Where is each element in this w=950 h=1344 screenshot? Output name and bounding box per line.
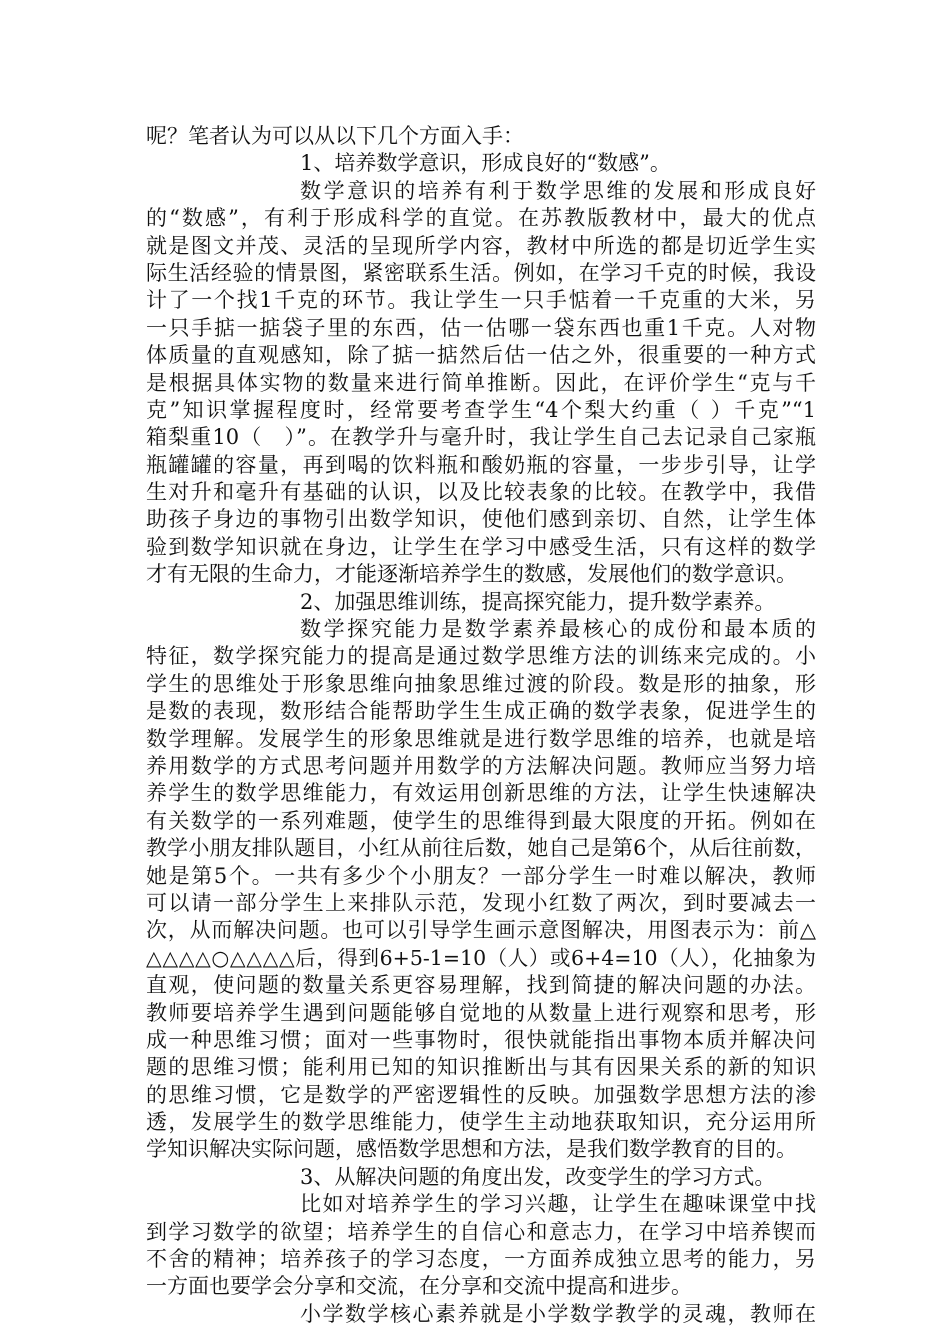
paragraph-line: 特征，数学探究能力的提高是通过数学思维方法的训练来完成的。小: [146, 644, 816, 669]
section-heading: 1、培养数学意识，形成良好的“数感”。: [300, 151, 671, 176]
paragraph-line: 助孩子身边的事物引出数学知识，使他们感到亲切、自然，让学生体: [146, 507, 816, 532]
paragraph-last-line: 学知识解决实际问题，感悟数学思想和方法，是我们数学教育的目的。: [146, 1137, 797, 1162]
paragraph-line: 是数的表现，数形结合能帮助学生生成正确的数学表象，促进学生的: [146, 699, 816, 724]
paragraph-line: 际生活经验的情景图，紧密联系生活。例如，在学习千克的时候，我设: [146, 260, 816, 285]
section-heading: 3、从解决问题的角度出发，改变学生的学习方式。: [300, 1164, 776, 1189]
paragraph-line: 不舍的精神；培养孩子的学习态度，一方面养成独立思考的能力，另: [146, 1247, 816, 1272]
paragraph-last-line: 呢？笔者认为可以从以下几个方面入手：: [146, 124, 524, 148]
paragraph-line: 直观，使问题的数量关系更容易理解，找到简捷的解决问题的办法。: [146, 973, 816, 998]
paragraph-line: 学生的思维处于形象思维向抽象思维过渡的阶段。数是形的抽象，形: [146, 671, 816, 696]
paragraph-line: 生对升和毫升有基础的认识，以及比较表象的比较。在教学中，我借: [146, 480, 816, 505]
paragraph-line: △△△△○△△△△后，得到6+5-1=10（人）或6+4=10（人），化抽象为: [146, 945, 816, 970]
paragraph-line: 数学理解。发展学生的形象思维就是进行数学思维的培养，也就是培: [146, 726, 816, 751]
paragraph-first-line: 数学探究能力是数学素养最核心的成份和最本质的: [300, 617, 816, 642]
paragraph-line: 可以请一部分学生上来排队示范，发现小红数了两次，到时要减去一: [146, 890, 816, 915]
paragraph-line: 成一种思维习惯；面对一些事物时，很快就能指出事物本质并解决问: [146, 1027, 816, 1052]
paragraph-line: 计了一个找1千克的环节。我让学生一只手惦着一千克重的大米，另: [146, 288, 816, 313]
paragraph-line: 教学小朋友排队题目，小红从前往后数，她自己是第6个，从后往前数，: [146, 836, 816, 861]
paragraph-line: 透，发展学生的数学思维能力，使学生主动地获取知识，充分运用所: [146, 1110, 816, 1135]
paragraph-last-line: 一方面也要学会分享和交流，在分享和交流中提高和进步。: [146, 1274, 692, 1299]
document-body: [146, 123, 816, 1328]
paragraph-line: 到学习数学的欲望；培养学生的自信心和意志力，在学习中培养锲而: [146, 1219, 816, 1244]
paragraph-line: 养用数学的方式思考问题并用数学的方法解决问题。教师应当努力培: [146, 753, 816, 778]
section-heading: 2、加强思维训练，提高探究能力，提升数学素养。: [300, 589, 776, 614]
paragraph-line: 验到数学知识就在身边，让学生在学习中感受生活，只有这样的数学: [146, 534, 816, 559]
paragraph-line: 是根据具体实物的数量来进行简单推断。因此，在评价学生“克与千: [146, 370, 816, 395]
paragraph-first-line: 比如对培养学生的学习兴趣，让学生在趣味课堂中找: [300, 1192, 816, 1217]
paragraph-line: 她是第5个。一共有多少个小朋友？一部分学生一时难以解决，教师: [146, 863, 816, 888]
paragraph-line: 次，从而解决问题。也可以引导学生画示意图解决，用图表示为：前△: [146, 918, 816, 943]
paragraph-line: 有关数学的一系列难题，使学生的思维得到最大限度的开拓。例如在: [146, 808, 816, 833]
paragraph-first-line: 小学数学核心素养就是小学数学教学的灵魂，教师在: [300, 1301, 816, 1326]
paragraph-line: 的思维习惯，它是数学的严密逻辑性的反映。加强数学思想方法的渗: [146, 1082, 816, 1107]
paragraph-line: 体质量的直观感知，除了掂一掂然后估一估之外，很重要的一种方式: [146, 343, 816, 368]
paragraph-line: 的“数感”，有利于形成科学的直觉。在苏教版教材中，最大的优点: [146, 206, 816, 231]
paragraph-line: 教师要培养学生遇到问题能够自觉地的从数量上进行观察和思考，形: [146, 1000, 816, 1025]
paragraph-line: 瓶罐罐的容量，再到喝的饮料瓶和酸奶瓶的容量，一步步引导，让学: [146, 452, 816, 477]
paragraph-last-line: 才有无限的生命力，才能逐渐培养学生的数感，发展他们的数学意识。: [146, 562, 797, 587]
paragraph-line: 克”知识掌握程度时，经常要考查学生“4个梨大约重（ ）千克”“1: [146, 397, 816, 422]
paragraph-line: 一只手掂一掂袋子里的东西，估一估哪一袋东西也重1千克。人对物: [146, 315, 816, 340]
paragraph-line: 箱梨重10（ ）”。在教学升与毫升时，我让学生自己去记录自己家瓶: [146, 425, 816, 450]
paragraph-line: 题的思维习惯；能利用已知的知识推断出与其有因果关系的新的知识: [146, 1055, 816, 1080]
paragraph-first-line: 数学意识的培养有利于数学思维的发展和形成良好: [300, 178, 816, 203]
paragraph-line: 养学生的数学思维能力，有效运用创新思维的方法，让学生快速解决: [146, 781, 816, 806]
paragraph-line: 就是图文并茂、灵活的呈现所学内容，教材中所选的都是切近学生实: [146, 233, 816, 258]
